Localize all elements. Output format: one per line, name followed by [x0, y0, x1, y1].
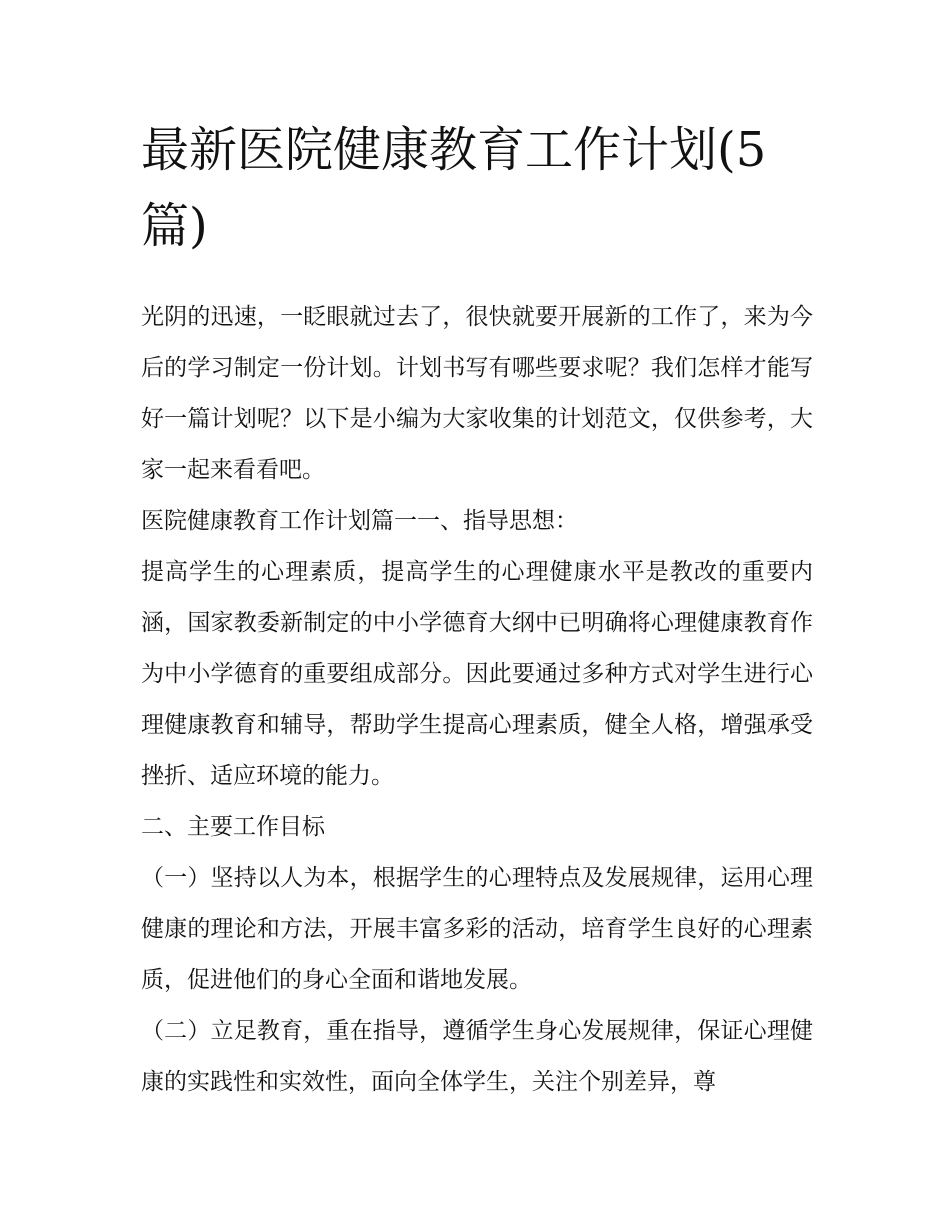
goal-item-2: （二）立足教育，重在指导，遵循学生身心发展规律，保证心理健康的实践性和实效性，面向全体学生，关注个别差异，尊: [141, 1018, 813, 1095]
document-body: [141, 112, 813, 1108]
section-heading-main-goals: 二、主要工作目标: [141, 814, 325, 840]
intro-paragraph: 光阴的迅速，一眨眼就过去了，很快就要开展新的工作了，来为今后的学习制定一份计划。计划书写有哪些要求呢？我们怎样才能写好一篇计划呢？以下是小编为大家收集的计划范文，仅供参考，大家一起来看看吧。: [141, 304, 813, 483]
section-heading-guiding-ideology: 医院健康教育工作计划篇一一、指导思想：: [141, 508, 578, 534]
document-title: 最新医院健康教育工作计划(5篇): [141, 122, 767, 254]
guiding-ideology-paragraph: 提高学生的心理素质，提高学生的心理健康水平是教改的重要内涵，国家教委新制定的中小学德育大纲中已明确将心理健康教育作为中小学德育的重要组成部分。因此要通过多种方式对学生进行心理健康教育和辅导，帮助学生提高心理素质，健全人格，增强承受挫折、适应环境的能力。: [141, 559, 813, 789]
goal-item-1: （一）坚持以人为本，根据学生的心理特点及发展规律，运用心理健康的理论和方法，开展丰富多彩的活动，培育学生良好的心理素质，促进他们的身心全面和谐地发展。: [141, 865, 813, 993]
